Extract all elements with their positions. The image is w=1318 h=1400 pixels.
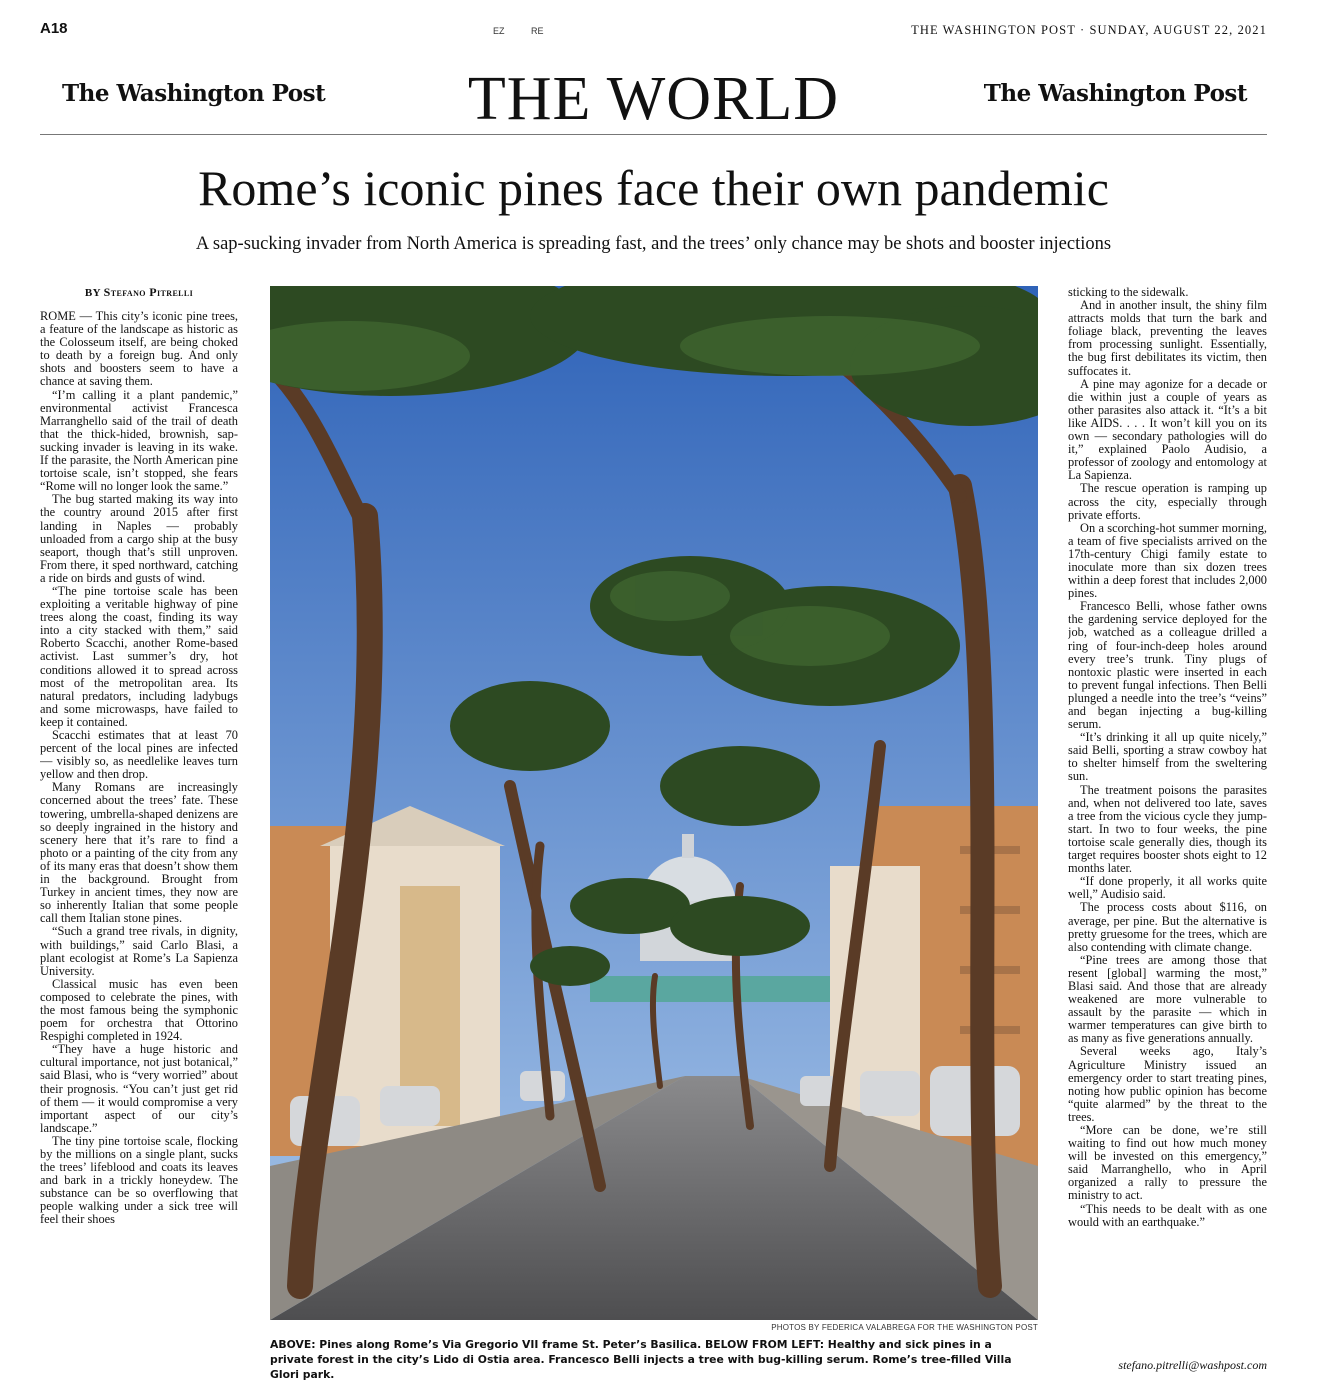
byline-name: Stefano Pitrelli xyxy=(103,285,194,299)
byline xyxy=(40,285,238,300)
dateline-word: ROME — xyxy=(40,310,93,323)
article-column-right xyxy=(1068,286,1267,1350)
newspaper-logo-left: The Washington Post xyxy=(62,80,326,107)
article-paragraph: A pine may agonize for a decade or die within just a couple of years as other parasites also attack it. “It’s a bit like AIDS. . . . It won’t kill you on its own — secondary pathologies will do it,” explained Paolo Audisio, a professor of zoology and entomology at La Sapienza. xyxy=(1068,376,1267,483)
edition-code: EZ xyxy=(493,26,505,36)
article-column-left xyxy=(40,310,238,1392)
article-paragraph: The process costs about $116, on average, per pine. But the alternative is pretty gruesome for the trees, which are also contending with climate change. xyxy=(1068,900,1267,954)
article-paragraph: The treatment poisons the parasites and, when not delivered too late, saves a tree from the vicious cycle they jump-start. In two to four weeks, the pine tortoise scale generally dies, though its target requires booster shots eight to 12 months later. xyxy=(1068,782,1267,876)
article-paragraph xyxy=(40,310,238,389)
author-email: stefano.pitrelli@washpost.com xyxy=(1118,1358,1267,1372)
article-paragraph: Classical music has even been composed to celebrate the pines, with the most famous being the symphonic poem for orchestra that Ottorino Respighi completed in 1924. xyxy=(40,976,238,1044)
article-headline: Rome’s iconic pines face their own pandemic xyxy=(198,160,1109,216)
article-paragraph: “If done properly, it all works quite well,” Audisio said. xyxy=(1068,874,1267,902)
article-paragraph: “This needs to be dealt with as one would with an earthquake.” xyxy=(1068,1201,1267,1229)
paragraph-text: This city’s iconic pine trees, a feature of the landscape as historic as the Colosseum itself, are being choked to death by a foreign bug. And only shots and boosters seem to have a chance at saving them. xyxy=(40,310,238,389)
article-paragraph: The bug started making its way into the country around 2015 after first landing in Naples — probably unloaded from a cargo ship at the busy seaport, though that’s still unproven. From there, it sped northward, catching a ride on birds and gusts of wind. xyxy=(40,492,238,585)
article-paragraph: “Pine trees are among those that resent [global] warming the most,” Blasi said. And those that are already weakened are more vulnerable to assault by the parasite — which in warmer temperatures can give birth to as many as five generations annually. xyxy=(1068,952,1267,1046)
article-paragraph: “They have a huge historic and cultural importance, not just botanical,” said Blasi, who is “very worried” about their prognosis. “You can’t just get rid of them — it would compromise a very important aspect of our city’s landscape.” xyxy=(40,1042,238,1135)
article-paragraph: “More can be done, we’re still waiting to find out how much money will be invested on this emergency,” said Marranghello, who in April organized a rally to pressure the ministry to act. xyxy=(1068,1123,1267,1203)
photo-caption: ABOVE: Pines along Rome’s Via Gregorio VII frame St. Peter’s Basilica. BELOW FROM LEFT: Healthy and sick pines in a private forest in the city’s Lido di Ostia area. Francesco Belli injects a tree with bug-killing serum. Rome’s tree-filled Villa Glori park. xyxy=(270,1338,1012,1381)
publication-dateline: THE WASHINGTON POST · SUNDAY, AUGUST 22, 2021 xyxy=(911,23,1267,37)
article-paragraph: “It’s drinking it all up quite nicely,” said Belli, sporting a straw cowboy hat to shelter himself from the sweltering sun. xyxy=(1068,730,1267,784)
article-paragraph: “Such a grand tree rivals, in dignity, with buildings,” said Carlo Blasi, a plant ecologist at Rome’s La Sapienza University. xyxy=(40,924,238,978)
photo-credit: PHOTOS BY FEDERICA VALABREGA FOR THE WASHINGTON POST xyxy=(771,1323,1038,1332)
article-paragraph: sticking to the sidewalk. xyxy=(1068,286,1189,299)
article-paragraph: Several weeks ago, Italy’s Agriculture Ministry issued an emergency order to start treating pines, noting how public opinion has become “quite alarmed” by the threat to the trees. xyxy=(1068,1044,1267,1124)
page-number: A18 xyxy=(40,20,68,37)
folio-bar xyxy=(40,20,1267,44)
main-photo xyxy=(270,286,1038,1320)
edition-code: RE xyxy=(531,26,544,36)
article-paragraph: Many Romans are increasingly concerned about the trees’ fate. These towering, umbrella-shaped denizens are so deeply ingrained in the history and scenery here that it’s rare to find a photo or a painting of the city from any of its many eras that doesn’t show them in the background. Brought from Turkey in ancient times, they now are so inherently Italian that some people call them Italian stone pines. xyxy=(40,780,238,926)
section-title: THE WORLD xyxy=(467,65,840,133)
article-deck: A sap-sucking invader from North America is spreading fast, and the trees’ only chance may be shots and booster injections xyxy=(195,234,1112,254)
newspaper-logo-right: The Washington Post xyxy=(983,80,1247,107)
article-paragraph: “The pine tortoise scale has been exploiting a veritable highway of pine trees along the coast, finding its way into a city stacked with them,” said Roberto Scacchi, another Rome-based activist. Last summer’s dry, hot conditions allowed it to spread across most of the metropolitan area. Its natural predators, including ladybugs and some microwasps, have failed to keep it contained. xyxy=(40,583,238,729)
article-paragraph: And in another insult, the shiny film attracts molds that turn the bark and foliage black, preventing the leaves from processing sunlight. Essentially, the bug first debilitates its victim, then suffocates it. xyxy=(1068,298,1267,378)
article-paragraph: The tiny pine tortoise scale, flocking by the millions on a single plant, sucks the trees’ lifeblood and coats its leaves and bark in a trickly honeydew. The substance can be so overflowing that people walking under a sick tree will feel their shoes xyxy=(40,1133,238,1227)
byline-prefix: BY xyxy=(84,287,101,299)
article-paragraph: “I’m calling it a plant pandemic,” environmental activist Francesca Marranghello said of the trail of death that the thick-hided, brownish, sap-sucking invader is leaving in its wake. If the parasite, the North American pine tortoise scale, isn’t stopped, she fears “Rome will no longer look the same.” xyxy=(40,387,238,494)
article-paragraph: Scacchi estimates that at least 70 percent of the local pines are infected — visibly so, as needlelike leaves turn yellow and then drop. xyxy=(40,728,238,782)
article-paragraph: Francesco Belli, whose father owns the gardening service deployed for the job, watched as a colleague drilled a ring of four-inch-deep holes around every tree’s trunk. Tiny plugs of nontoxic plastic were inserted in each to prevent fungal infections. Then Belli plunged a needle into the tree’s “veins” and began injecting a bug-killing serum. xyxy=(1068,599,1267,732)
section-masthead xyxy=(40,64,1267,135)
photo-illustration xyxy=(270,286,1038,1320)
article-paragraph: On a scorching-hot summer morning, a team of five specialists arrived on the 17th-century Chigi family estate to inoculate more than six dozen trees within a deep forest that includes 2,000 pines. xyxy=(1068,520,1267,601)
article-paragraph: The rescue operation is ramping up across the city, especially through private efforts. xyxy=(1068,481,1267,522)
